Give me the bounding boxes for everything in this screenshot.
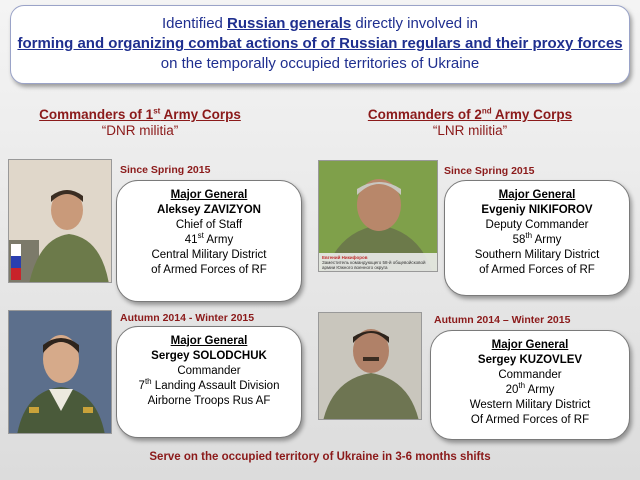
header-box [10,5,630,84]
position: Deputy Commander [485,219,589,231]
district: Central Military District [151,249,267,261]
forces: Of Armed Forces of RF [470,414,590,426]
army: 41st Army [184,231,234,246]
left-column-subtitle: “DNR militia” [101,123,179,138]
position: Commander [498,369,562,381]
card-solodchuk [116,326,302,438]
army: 58th Army [512,231,562,246]
rank: Major General [170,189,248,201]
forces: of Armed Forces of RF [479,264,595,276]
position: Chief of Staff [175,219,243,231]
header-text-2: directly involved in [351,15,478,32]
card-nikiforov [444,180,630,296]
district: Western Military District [469,399,591,411]
since-label-zavizyon: Since Spring 2015 [120,164,211,176]
photo-caption: Евгений Никифоров Заместитель командующего 58-й общевойсковой армии Южного военного округа [319,253,438,272]
header-text-3: on the temporally occupied territories of Ukraine [160,55,480,72]
photo-solodchuk [8,310,112,434]
footer-note: Serve on the occupied territory of Ukraine in 3-6 months shifts [149,451,491,463]
general-name: Sergey SOLODCHUK [151,350,267,362]
general-name: Sergey KUZOVLEV [477,354,583,366]
left-column-title: Commanders of 1st Army Corps “DNR militia” [0,107,280,139]
since-label-kuzovlev: Autumn 2014 – Winter 2015 [434,314,571,326]
since-label-nikiforov: Since Spring 2015 [444,165,535,177]
district: Southern Military District [474,249,600,261]
rank: Major General [170,335,248,347]
right-column-title: Commanders of 2nd Army Corps “LNR militia” [330,107,610,139]
army: 20th Army [505,381,555,396]
position: Commander [177,365,241,377]
card-zavizyon [116,180,302,302]
general-name: Evgeniy NIKIFOROV [481,204,593,216]
since-label-solodchuk: Autumn 2014 - Winter 2015 [120,312,255,324]
header-text-1: Identified [162,15,228,32]
header-highlight-generals: Russian generals [227,15,352,32]
photo-nikiforov [318,160,438,272]
general-name: Aleksey ZAVIZYON [157,204,261,216]
forces: of Armed Forces of RF [151,264,267,276]
unit: 7th Landing Assault Division [138,377,280,392]
photo-zavizyon [8,159,112,283]
right-column-subtitle: “LNR militia” [432,123,508,138]
header-highlight-actions: forming and organizing combat actions of of Russian regulars and their proxy forces [17,35,623,52]
rank: Major General [491,339,569,351]
card-kuzovlev [430,330,630,440]
branch: Airborne Troops Rus AF [147,395,271,407]
rank: Major General [498,189,576,201]
photo-kuzovlev [318,312,422,420]
